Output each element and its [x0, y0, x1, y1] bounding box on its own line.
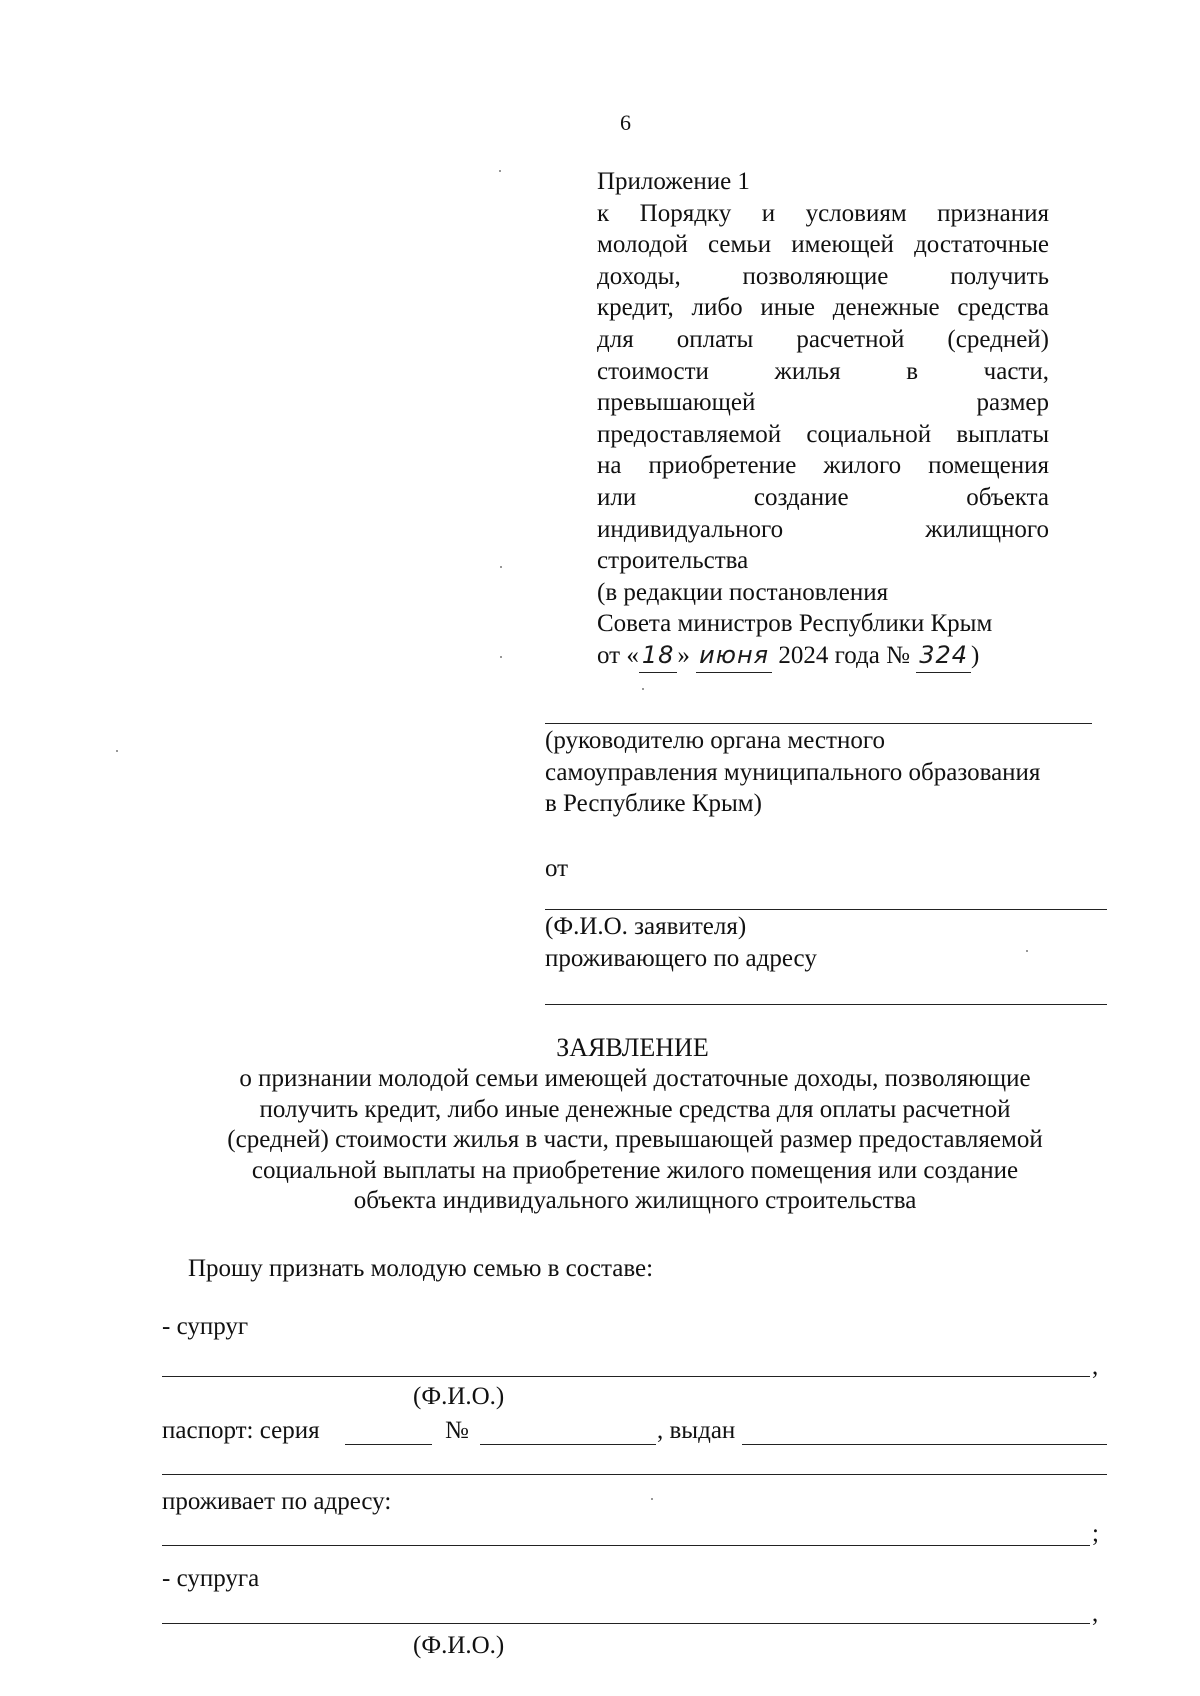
passport-number-field — [480, 1444, 656, 1445]
scan-speck — [500, 656, 502, 658]
wife-fio-caption: (Ф.И.О.) — [413, 1632, 505, 1659]
appendix-line: на приобретение жилого помещения — [597, 452, 1049, 480]
appendix-line: предоставляемой социальной выплаты — [597, 420, 1049, 448]
appendix-line: доходы, позволяющие получить — [597, 262, 1049, 290]
passport-issued-continuation-line — [162, 1474, 1107, 1475]
applicant-address-line — [545, 1004, 1107, 1005]
passport-issued-label: , выдан — [657, 1417, 736, 1444]
scan-speck — [1026, 950, 1028, 952]
applicant-block — [545, 911, 1105, 974]
date-mid: » — [677, 641, 690, 669]
from-label: от — [545, 855, 569, 882]
appendix-line: к Порядку и условиям признания — [597, 199, 1049, 227]
address-label: проживает по адресу: — [162, 1488, 392, 1515]
appendix-line: стоимости жилья в части, — [597, 357, 1049, 385]
applicant-address-label: проживающего по адресу — [545, 944, 817, 972]
handwritten-number: 324 — [916, 640, 971, 673]
scan-speck — [642, 688, 644, 690]
addressee-line: (руководителю органа местного — [545, 727, 885, 754]
addressee-line: самоуправления муниципального образования — [545, 758, 1041, 786]
scan-speck — [116, 750, 118, 752]
appendix-line: молодой семьи имеющей достаточные — [597, 231, 1049, 259]
date-prefix: от « — [597, 641, 639, 669]
passport-series-field — [345, 1444, 432, 1445]
applicant-fio-label: (Ф.И.О. заявителя) — [545, 913, 747, 940]
edition-line: Совета министров Республики Крым — [597, 610, 993, 638]
applicant-name-line — [545, 909, 1107, 910]
husband-label: - супруг — [162, 1313, 249, 1340]
semicolon: ; — [1092, 1520, 1099, 1547]
appendix-line: индивидуального жилищного — [597, 515, 1049, 543]
statement-subtitle — [120, 1064, 1150, 1217]
subtitle-line: получить кредит, либо иные денежные средства для оплаты расчетной — [259, 1095, 1011, 1123]
appendix-line: превышающей размер — [597, 389, 1049, 417]
husband-fio-caption: (Ф.И.О.) — [413, 1383, 505, 1410]
wife-name-line — [162, 1623, 1090, 1624]
passport-series-label: паспорт: серия — [162, 1417, 320, 1444]
edition-line: (в редакции постановления — [597, 578, 889, 606]
subtitle-line: социальной выплаты на приобретение жилого помещения или создание — [251, 1156, 1019, 1184]
passport-row — [162, 1415, 1102, 1447]
subtitle-line: о признании молодой семьи имеющей достаточные доходы, позволяющие — [239, 1065, 1031, 1092]
handwritten-month: июня — [696, 640, 772, 673]
passport-issued-field — [742, 1444, 1107, 1445]
address-line — [162, 1545, 1090, 1546]
subtitle-line: (средней) стоимости жилья в части, превышающей размер предоставляемой — [227, 1126, 1043, 1154]
subtitle-line: объекта индивидуального жилищного строительства — [353, 1187, 917, 1215]
appendix-line: для оплаты расчетной (средней) — [597, 325, 1049, 353]
husband-name-line — [162, 1376, 1090, 1377]
statement-title: ЗАЯВЛЕНИЕ — [556, 1033, 709, 1062]
appendix-line: строительства — [597, 547, 749, 575]
page-number: 6 — [620, 110, 631, 135]
addressee-block — [545, 725, 1105, 820]
appendix-title: Приложение 1 — [597, 168, 750, 195]
resolution-date-line — [597, 640, 1049, 672]
appendix-block — [597, 166, 1049, 672]
date-year: 2024 года № — [778, 641, 910, 669]
addressee-line: в Республике Крым) — [545, 790, 762, 818]
wife-label: - супруга — [162, 1565, 260, 1592]
comma: , — [1092, 1600, 1099, 1627]
scan-speck — [499, 170, 501, 172]
handwritten-day: 18 — [639, 640, 678, 673]
date-close: ) — [971, 641, 980, 669]
addressee-blank-line — [545, 723, 1092, 724]
appendix-line: или создание объекта — [597, 483, 1049, 511]
passport-number-label: № — [445, 1417, 469, 1444]
appendix-line: кредит, либо иные денежные средства — [597, 294, 1049, 322]
comma: , — [1092, 1353, 1099, 1380]
request-intro: Прошу признать молодую семью в составе: — [188, 1255, 654, 1282]
scan-speck — [500, 566, 502, 568]
scan-speck — [651, 1498, 653, 1500]
